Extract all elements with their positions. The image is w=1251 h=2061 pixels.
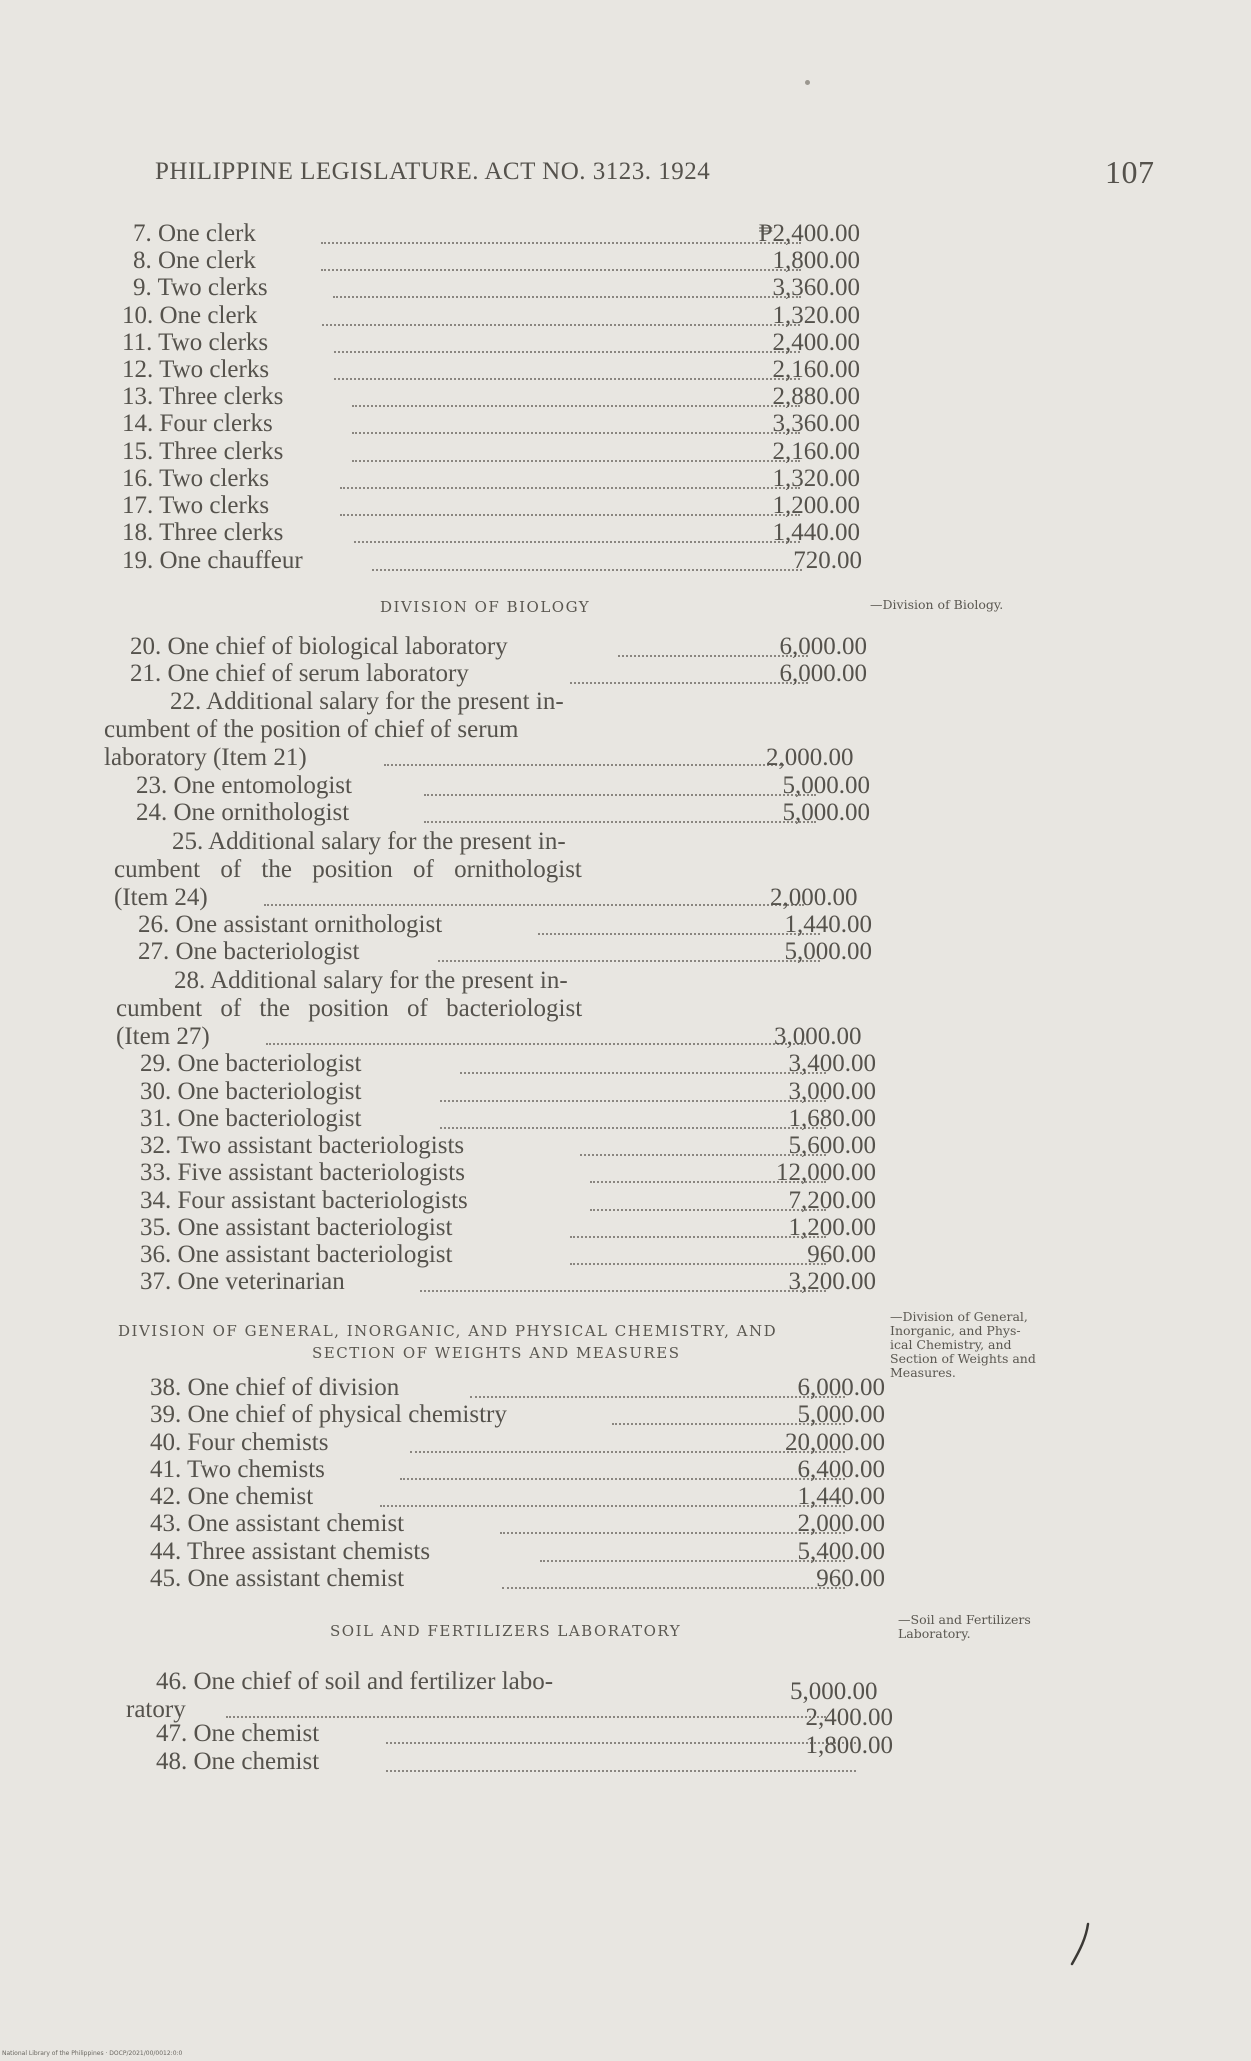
list-item: 47. One chemist 2,400.00 xyxy=(156,1704,893,1747)
amount: 5,000.00 xyxy=(797,1401,885,1428)
amount: 1,800.00 xyxy=(772,247,860,274)
amount: 2,000.00 xyxy=(766,744,854,771)
section-heading-biology: DIVISION OF BIOLOGY xyxy=(380,598,591,616)
amount: 1,320.00 xyxy=(772,302,860,329)
list-item: 35. One assistant bacteriologist 1,200.00 xyxy=(140,1214,876,1241)
amount: 1,440.00 xyxy=(784,911,872,938)
amount: 960.00 xyxy=(816,1565,885,1592)
margin-note-biology: —Division of Biology. xyxy=(870,597,1004,612)
amount: 1,200.00 xyxy=(788,1214,876,1241)
list-item: 25. Additional salary for the present in- cumbent of the position of ornithologist (Item 24) 2,000.00 xyxy=(114,828,858,911)
list-item: 11. Two clerks 2,400.00 xyxy=(122,329,860,356)
list-item: 8. One clerk 1,800.00 xyxy=(133,247,860,274)
list-item: 23. One entomologist 5,000.00 xyxy=(136,772,870,799)
list-item: 41. Two chemists 6,400.00 xyxy=(150,1456,885,1483)
list-item: 13. Three clerks 2,880.00 xyxy=(122,383,860,410)
amount: 5,000.00 xyxy=(784,938,872,965)
running-title: PHILIPPINE LEGISLATURE. ACT NO. 3123. 1924 xyxy=(155,158,711,185)
list-item: 34. Four assistant bacteriologists 7,200.00 xyxy=(140,1187,876,1214)
list-item: 26. One assistant ornithologist 1,440.00 xyxy=(138,911,872,938)
amount: 5,000.00 xyxy=(790,1678,878,1705)
list-item: 12. Two clerks 2,160.00 xyxy=(122,356,860,383)
amount: 7,200.00 xyxy=(788,1187,876,1214)
margin-note-soil: —Soil and Fertilizers Laboratory. xyxy=(898,1612,1031,1641)
list-item: 7. One clerk ₱2,400.00 xyxy=(133,220,860,247)
amount: 5,000.00 xyxy=(782,799,870,826)
margin-note-chemistry: —Division of General, Inorganic, and Phys- ical Chemistry, and Section of Weights and Measures. xyxy=(890,1309,1036,1380)
amount: 6,400.00 xyxy=(797,1456,885,1483)
list-item: 39. One chief of physical chemistry 5,000.00 xyxy=(150,1401,885,1428)
amount: 1,440.00 xyxy=(772,519,860,546)
page-header xyxy=(155,154,1155,198)
amount: 6,000.00 xyxy=(779,633,867,660)
list-item: 27. One bacteriologist 5,000.00 xyxy=(138,938,872,965)
section-subheading-chemistry: SECTION OF WEIGHTS AND MEASURES xyxy=(312,1344,681,1362)
amount: 6,000.00 xyxy=(779,660,867,687)
amount: 3,360.00 xyxy=(772,410,860,437)
amount: 2,880.00 xyxy=(772,383,860,410)
amount: 2,400.00 xyxy=(805,1704,893,1731)
list-item: 45. One assistant chemist 960.00 xyxy=(150,1565,885,1592)
amount: 720.00 xyxy=(793,547,862,574)
list-item: 16. Two clerks 1,320.00 xyxy=(122,465,860,492)
amount: 5,400.00 xyxy=(797,1538,885,1565)
list-item: 37. One veterinarian 3,200.00 xyxy=(140,1268,876,1295)
footer-credit: National Library of the Philippines · DOCP/2021/00/0012:0:0 xyxy=(2,2050,183,2057)
amount: 1,320.00 xyxy=(772,465,860,492)
list-item: 22. Additional salary for the present in- cumbent of the position of chief of serum laboratory (Item 21) 2,000.00 xyxy=(104,688,854,771)
list-item: 46. One chief of soil and fertilizer labo- ratory 5,000.00 xyxy=(126,1668,878,1723)
list-item: 30. One bacteriologist 3,000.00 xyxy=(140,1078,876,1105)
amount: 5,000.00 xyxy=(782,772,870,799)
amount: 3,000.00 xyxy=(788,1078,876,1105)
amount: ₱2,400.00 xyxy=(758,220,860,247)
list-item: 40. Four chemists 20,000.00 xyxy=(150,1429,885,1456)
amount: 12,000.00 xyxy=(776,1159,876,1186)
amount: 960.00 xyxy=(807,1241,876,1268)
amount: 1,200.00 xyxy=(772,492,860,519)
amount: 1,440.00 xyxy=(797,1483,885,1510)
amount: 1,680.00 xyxy=(788,1105,876,1132)
list-item: 15. Three clerks 2,160.00 xyxy=(122,438,860,465)
list-item: 42. One chemist 1,440.00 xyxy=(150,1483,885,1510)
list-item: 9. Two clerks 3,360.00 xyxy=(133,274,860,301)
list-item: 21. One chief of serum laboratory 6,000.00 xyxy=(130,660,867,687)
list-item: 29. One bacteriologist 3,400.00 xyxy=(140,1050,876,1077)
amount: 3,000.00 xyxy=(774,1023,862,1050)
amount: 2,000.00 xyxy=(797,1510,885,1537)
section-heading-chemistry: DIVISION OF GENERAL, INORGANIC, AND PHYSICAL CHEMISTRY, AND xyxy=(118,1322,778,1340)
list-item: 10. One clerk 1,320.00 xyxy=(122,302,860,329)
amount: 2,160.00 xyxy=(772,438,860,465)
list-item: 48. One chemist 1,800.00 xyxy=(156,1732,893,1775)
amount: 6,000.00 xyxy=(797,1374,885,1401)
amount: 2,160.00 xyxy=(772,356,860,383)
list-item: 36. One assistant bacteriologist 960.00 xyxy=(140,1241,876,1268)
amount: 3,200.00 xyxy=(788,1268,876,1295)
amount: 3,400.00 xyxy=(788,1050,876,1077)
list-item: 43. One assistant chemist 2,000.00 xyxy=(150,1510,885,1537)
amount: 2,400.00 xyxy=(772,329,860,356)
list-item: 14. Four clerks 3,360.00 xyxy=(122,410,860,437)
list-item: 17. Two clerks 1,200.00 xyxy=(122,492,860,519)
list-item: 28. Additional salary for the present in- cumbent of the position of bacteriologist (Item 27) 3,000.00 xyxy=(116,967,862,1050)
list-item: 32. Two assistant bacteriologists 5,600.00 xyxy=(140,1132,876,1159)
amount: 5,600.00 xyxy=(788,1132,876,1159)
list-item: 18. Three clerks 1,440.00 xyxy=(122,519,860,546)
page-number: 107 xyxy=(1105,154,1155,190)
list-item: 33. Five assistant bacteriologists 12,000.00 xyxy=(140,1159,876,1186)
pen-mark xyxy=(1066,1920,1096,1970)
amount: 2,000.00 xyxy=(770,884,858,911)
amount: 1,800.00 xyxy=(805,1732,893,1759)
amount: 3,360.00 xyxy=(772,274,860,301)
list-item: 19. One chauffeur 720.00 xyxy=(122,547,862,574)
amount: 20,000.00 xyxy=(785,1429,885,1456)
list-item: 20. One chief of biological laboratory 6,000.00 xyxy=(130,633,867,660)
speck-mark xyxy=(805,80,810,85)
section-heading-soil: SOIL AND FERTILIZERS LABORATORY xyxy=(330,1622,682,1640)
list-item: 31. One bacteriologist 1,680.00 xyxy=(140,1105,876,1132)
list-item: 44. Three assistant chemists 5,400.00 xyxy=(150,1538,885,1565)
list-item: 24. One ornithologist 5,000.00 xyxy=(136,799,870,826)
list-item: 38. One chief of division 6,000.00 xyxy=(150,1374,885,1401)
